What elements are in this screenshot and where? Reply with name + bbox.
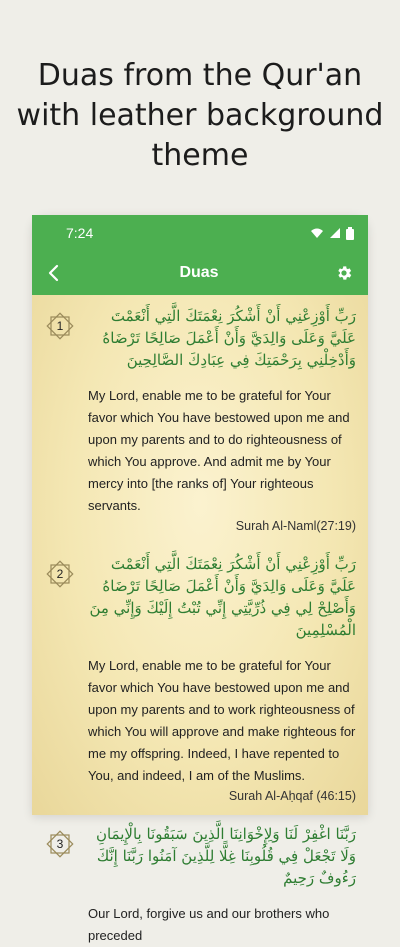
promo-line-3: theme <box>151 138 249 173</box>
signal-icon <box>329 227 341 239</box>
status-icons <box>310 227 354 240</box>
translation-text: Our Lord, forgive us and our brothers who preceded <box>88 906 330 943</box>
dua-item <box>42 295 356 533</box>
number-badge <box>45 311 75 341</box>
surah-reference: Surah Al-Aḥqaf (46:15) <box>228 789 356 803</box>
duas-list[interactable] <box>32 295 368 943</box>
number-badge <box>45 829 75 859</box>
app-bar <box>32 251 368 295</box>
phone-screen <box>32 215 368 943</box>
battery-icon <box>346 227 354 240</box>
status-time: 7:24 <box>66 225 94 241</box>
arabic-text: رَبِّ أَوْزِعْنِي أَنْ أَشْكُرَ نِعْمَتَكَ الَّتِي أَنْعَمْتَ عَلَيَّ وَعَلَى وَالِدَيَّ وَأَنْ أَعْمَلَ صَالِحًا تَرْضَاهُ وَأَصْلِحْ لِي فِي ذُرِّيَّتِي إِنِّي تُبْتُ إِلَيْكَ وَإِنِّي مِنَ الْمُسْلِمِينَ <box>89 555 356 639</box>
dua-number: 3 <box>56 837 64 851</box>
status-bar <box>32 215 368 251</box>
dua-item <box>42 803 356 947</box>
gear-icon <box>335 264 353 282</box>
arabic-text: رَبِّ أَوْزِعْنِي أَنْ أَشْكُرَ نِعْمَتَكَ الَّتِي أَنْعَمْتَ عَلَيَّ وَعَلَى وَالِدَيَّ وَأَنْ أَعْمَلَ صَالِحًا تَرْضَاهُ وَأَدْخِلْنِي بِرَحْمَتِكَ فِي عِبَادِكَ الصَّالِحِينَ <box>102 307 356 369</box>
settings-button[interactable] <box>332 261 356 285</box>
dua-number: 1 <box>56 319 64 333</box>
number-badge <box>45 559 75 589</box>
dua-number: 2 <box>56 567 64 581</box>
wifi-icon <box>310 227 324 239</box>
surah-reference: Surah Al-Naml(27:19) <box>235 519 356 533</box>
promo-heading <box>0 56 400 176</box>
dua-item <box>42 533 356 803</box>
arabic-text: رَبَّنَا اغْفِرْ لَنَا وَلِإِخْوَانِنَا الَّذِينَ سَبَقُونَا بِالْإِيمَانِ وَلَا تَجْعَلْ فِي قُلُوبِنَا غِلًّا لِلَّذِينَ آمَنُوا رَبَّنَا إِنَّكَ رَءُوفٌ رَحِيمٌ <box>95 825 356 887</box>
promo-line-1: Duas from the Qur'an <box>37 58 363 93</box>
translation-text: My Lord, enable me to be grateful for Your favor which You have bestowed upon me and upon my parents and to do righteousness of which You approve. And admit me by Your mercy into [the ranks of] Your righteous servants. <box>88 388 350 513</box>
translation-text: My Lord, enable me to be grateful for Your favor which You have bestowed upon me and upon my parents and to work righteousness of which You will approve and make righteous for me my offspring. Indeed, I have repented to You, and indeed, I am of the Muslims. <box>88 658 356 783</box>
chevron-left-icon <box>47 264 61 282</box>
page-title: Duas <box>179 264 219 281</box>
promo-line-2: with leather background <box>16 98 384 133</box>
back-button[interactable] <box>42 261 66 285</box>
